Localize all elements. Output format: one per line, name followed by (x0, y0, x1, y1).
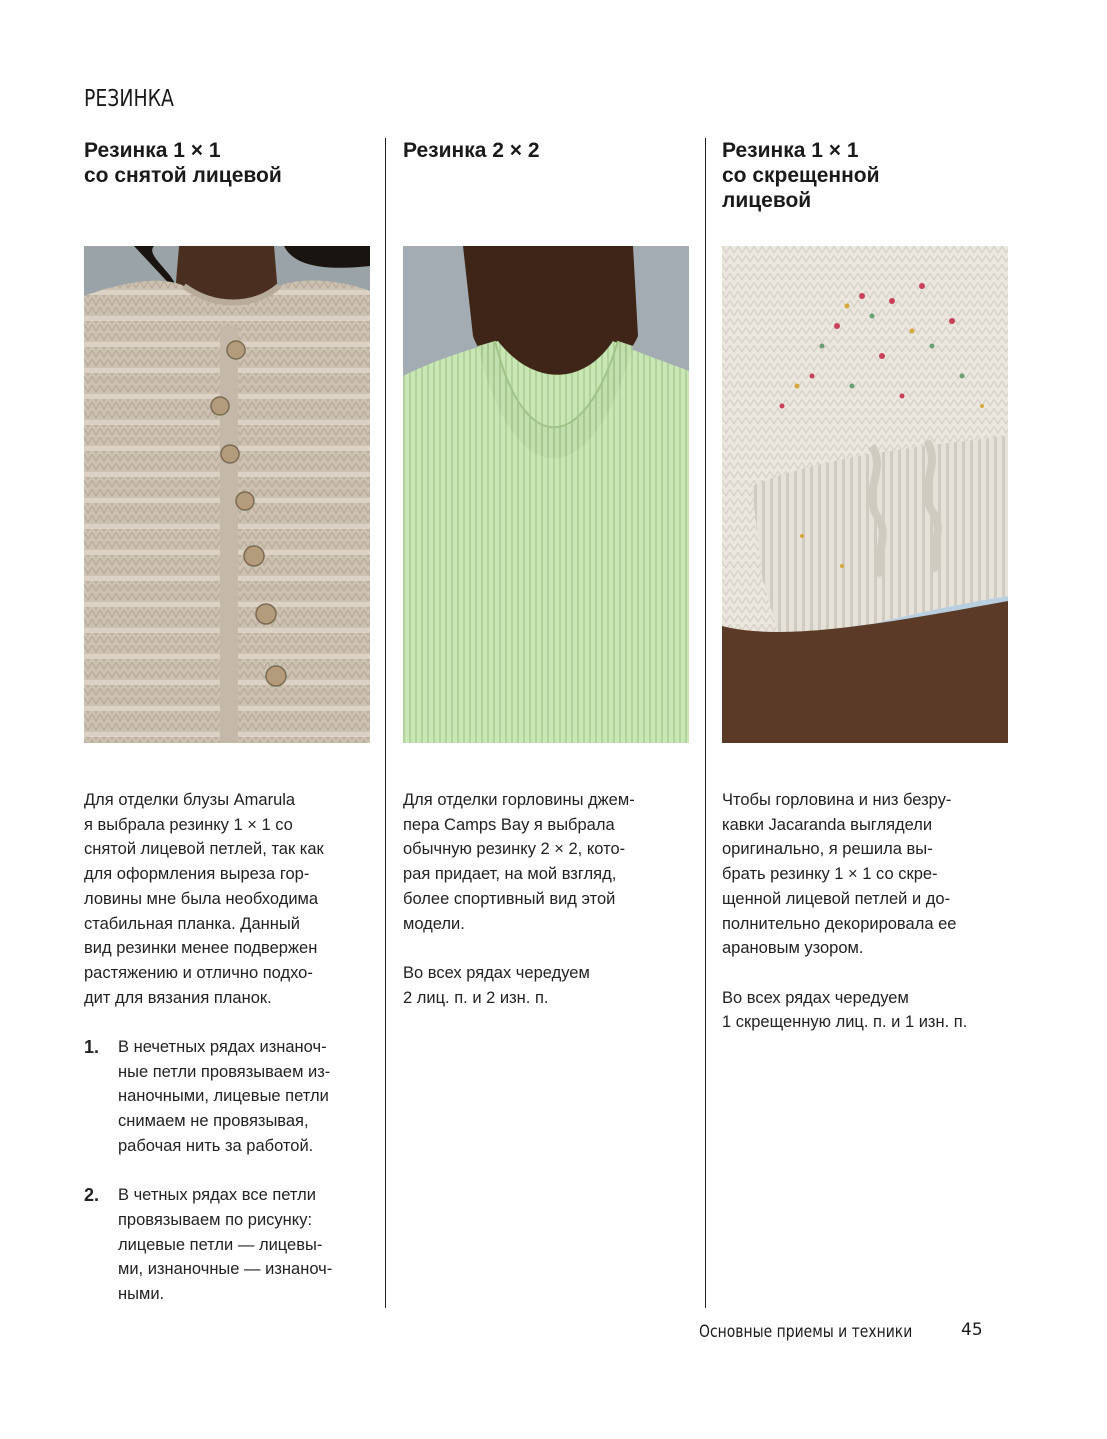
cardigan-photo (84, 246, 370, 743)
step-number: 1. (84, 1037, 100, 1058)
paragraph: Во всех рядах чередуем 2 лиц. п. и 2 изн. п. (403, 963, 590, 1007)
paragraph: Для отделки блузы Amarula я выбрала резинку 1 × 1 со снятой лицевой петлей, так как для оформления выреза гор- ловины мне была необходима стабильная планка. Данный вид резинки менее подвержен растяжению и отлично подхо- дит для вязания планок. (84, 791, 324, 1007)
jumper-photo (403, 246, 689, 743)
paragraph: Для отделки горловины джем- пера Camps Bay я выбрала обычную резинку 2 × 2, кото- рая придает, на мой взгляд, более спортивный вид этой модели. (403, 791, 635, 933)
paragraph: Во всех рядах чередуем 1 скрещенную лиц. п. и 1 изн. п. (722, 988, 968, 1032)
column-body (84, 788, 374, 1331)
column-body (403, 788, 693, 1035)
step-item: 2. В четных рядах все петли провязываем по рисунку: лицевые петли — лицевы- ми, изнаночные — изнаноч- ными. (84, 1185, 333, 1304)
column-title: Резинка 2 × 2 (403, 139, 540, 162)
column-twisted-rib (722, 138, 1010, 1032)
step-number: 2. (84, 1185, 100, 1206)
column-divider (705, 138, 706, 1308)
section-title: РЕЗИНКА (84, 86, 174, 112)
step-item: 1. В нечетных рядах изнаноч- ные петли провязываем из- наночными, лицевые петли снимаем не провязывая, рабочая нить за работой. (84, 1037, 331, 1155)
column-title: Резинка 1 × 1 со скрещенной лицевой (722, 139, 880, 212)
column-divider (385, 138, 386, 1308)
column-title: Резинка 1 × 1 со снятой лицевой (84, 139, 282, 187)
page-number: 45 (961, 1320, 983, 1340)
vest-photo (722, 246, 1008, 743)
column-body (722, 788, 1012, 1060)
column-2x2-rib (403, 138, 691, 1007)
paragraph: Чтобы горловина и низ безру- кавки Jacaranda выглядели оригинально, я решила вы- брать резинку 1 × 1 со скре- щенной лицевой петлей и до- полнительно декорировала ее арановым узором. (722, 791, 957, 958)
chapter-title: Основные приемы и техники (699, 1322, 913, 1342)
column-slip-stitch-rib (84, 138, 372, 1304)
